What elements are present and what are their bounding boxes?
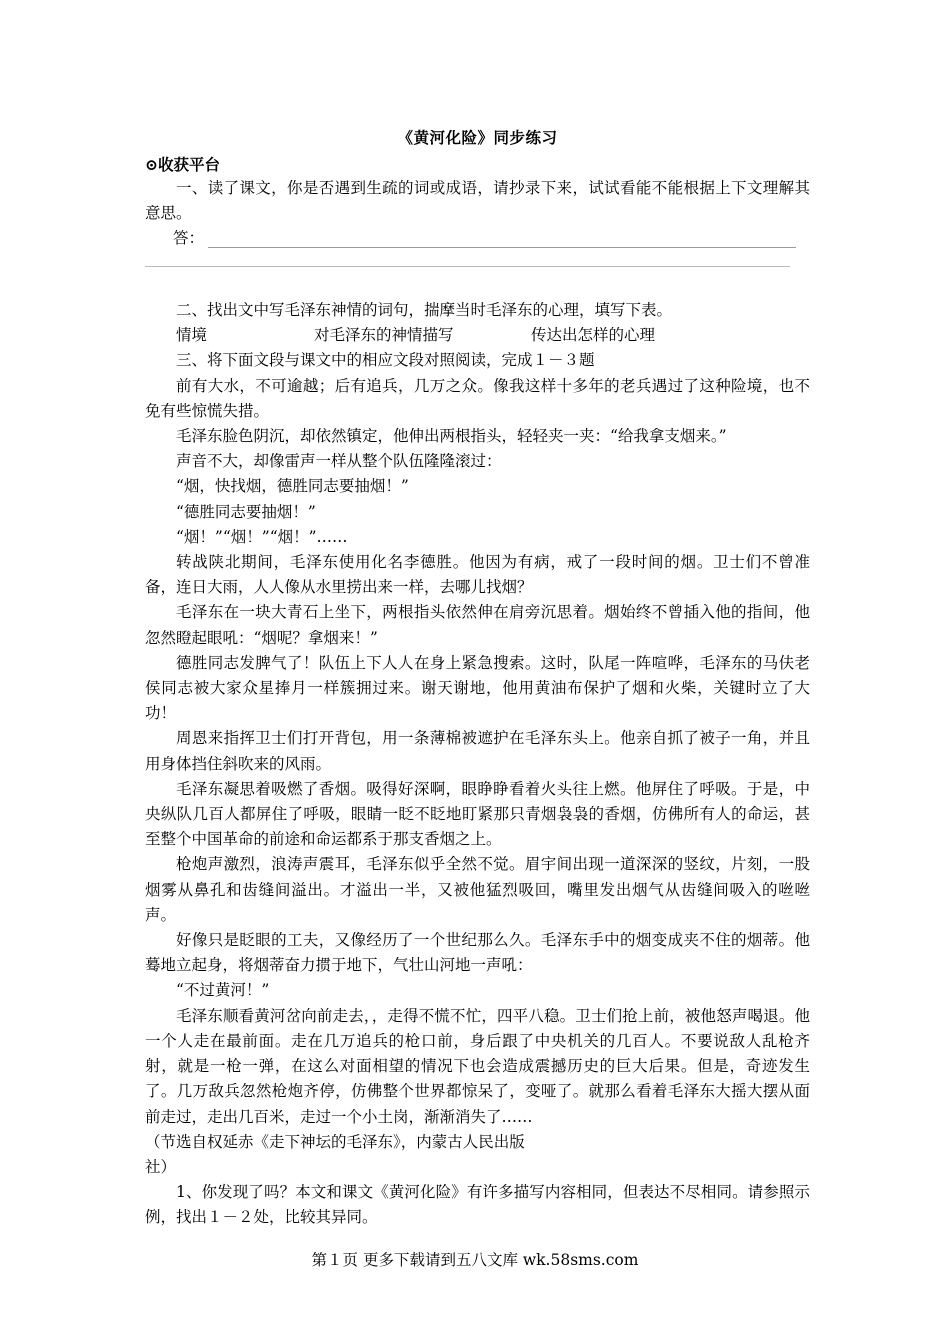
question-text: 一、读了课文，你是否遇到生疏的词或成语，请抄录下来，试试看能不能根据上下文理解其意思。 [145, 179, 810, 223]
table-header: 情境 [176, 326, 208, 345]
question-text: 1、你发现了吗？本文和课文《黄河化险》有许多描写内容相同，但表达不尽相同。请参照示例，找出１－２处，比较其异同。 [145, 1183, 810, 1227]
paragraph: “不过黄河！” [176, 981, 270, 1000]
paragraph: 毛泽东凝思着吸燃了香烟。吸得好深啊，眼睁睁看着火头往上燃。他屏住了呼吸。于是，中央纵队几百人都屏住了呼吸，眼睛一眨不眨地盯紧那只青烟袅袅的香烟，仿佛所有人的命运，甚至整个中国革命的前途和命运都系于那支香烟之上。 [145, 779, 810, 849]
answer-label: 答： [173, 229, 205, 247]
paragraph: “烟，快找烟，德胜同志要抽烟！” [176, 477, 409, 496]
citation-continued: 社） [145, 1157, 177, 1176]
paragraph: 前有大水，不可逾越；后有追兵，几万之众。像我这样十多年的老兵遇过了这种险境，也不免有些惊慌失措。 [145, 376, 810, 420]
section-heading: ⊙收获平台 [145, 155, 220, 174]
paragraph: “德胜同志要抽烟！” [176, 502, 316, 521]
paragraph: 周恩来指挥卫士们打开背包，用一条薄棉被遮护在毛泽东头上。他亲自抓了被子一角，并且用身体挡住斜吹来的风雨。 [145, 729, 810, 773]
paragraph: 好像只是眨眼的工夫，又像经历了一个世纪那么久。毛泽东手中的烟变成夹不住的烟蒂。他蓦地立起身，将烟蒂奋力掼于地下，气壮山河地一声吼： [145, 931, 810, 975]
table-header: 对毛泽东的神情描写 [314, 326, 454, 345]
answer-line[interactable] [208, 227, 796, 248]
paragraph: 德胜同志发脾气了！队伍上下人人在身上紧急搜索。这时，队尾一阵喧哗，毛泽东的马伕老侯同志被大家众星捧月一样簇拥过来。谢天谢地，他用黄油布保护了烟和火柴，关键时立了大功！ [145, 653, 810, 723]
paragraph: 毛泽东在一块大青石上坐下，两根指头依然伸在肩旁沉思着。烟始终不曾插入他的指间，他忽然瞪起眼吼：“烟呢？拿烟来！” [145, 603, 810, 647]
main-content [145, 298, 810, 1231]
question-text: 二、找出文中写毛泽东神情的词句，揣摩当时毛泽东的心理，填写下表。 [176, 301, 673, 319]
question-text: 三、将下面文段与课文中的相应文段对照阅读，完成１－３题 [176, 351, 595, 370]
table-header: 传达出怎样的心理 [531, 326, 656, 345]
question-1-block [145, 176, 810, 226]
citation: （节选自权延赤《走下神坛的毛泽东》，内蒙古人民出版 [145, 1132, 525, 1151]
paragraph: 转战陕北期间，毛泽东使用化名李德胜。他因为有病，戒了一段时间的烟。卫士们不曾准备，连日大雨，人人像从水里捞出来一样，去哪儿找烟？ [145, 553, 810, 597]
answer-line-2[interactable] [145, 266, 790, 267]
paragraph: 毛泽东顺看黄河岔向前走去，，走得不慌不忙，四平八稳。卫士们抢上前，被他怒声喝退。他一个人走在最前面。走在几万追兵的枪口前，身后跟了中央机关的几百人。不要说敌人乱枪齐射，就是一枪一弹，在这么对面相望的情况下也会造成震撼历史的巨大后果。但是，奇迹发生了。几万敌兵忽然枪炮齐停，仿佛整个世界都惊呆了，变哑了。就那么看着毛泽东大摇大摆从面前走过，走出几百米，走过一个小土岗，渐渐消失了…… [145, 1006, 810, 1126]
paragraph: 毛泽东脸色阴沉，却依然镇定，他伸出两根指头，轻轻夹一夹：“给我拿支烟来。” [176, 427, 727, 446]
paragraph: 枪炮声激烈，浪涛声震耳，毛泽东似乎全然不觉。眉宇间出现一道深深的竖纹，片刻，一股烟雾从鼻孔和齿缝间溢出。才溢出一半，又被他猛烈吸回，嘴里发出烟气从齿缝间吸入的咝咝声。 [145, 855, 810, 924]
answer-row [173, 226, 796, 248]
page-footer: 第１页 更多下载请到五八文库 wk.58sms.com [311, 1251, 639, 1269]
document-title: 《黄河化险》同步练习 [397, 128, 558, 147]
paragraph: 声音不大，却像雷声一样从整个队伍隆隆滚过： [176, 452, 502, 471]
paragraph: “烟！”“烟！”“烟！”…… [176, 527, 348, 546]
table-header-row [145, 323, 810, 348]
